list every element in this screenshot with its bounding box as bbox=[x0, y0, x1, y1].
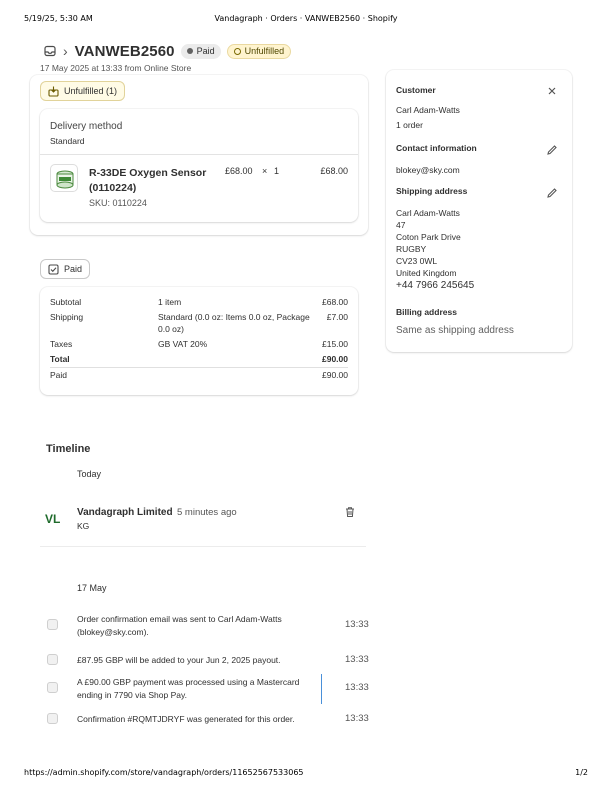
payment-row-amount: £90.00 bbox=[322, 370, 348, 380]
timeline-event-time: 13:33 bbox=[345, 682, 369, 693]
payment-section bbox=[40, 259, 358, 380]
customer-card bbox=[386, 70, 572, 352]
unfulfilled-ring-icon bbox=[234, 48, 241, 55]
payment-row-label: Subtotal bbox=[50, 297, 82, 307]
billing-address-title: Billing address bbox=[396, 307, 457, 317]
print-page-number: 1/2 bbox=[575, 768, 588, 777]
payment-status-badge bbox=[181, 44, 221, 59]
payment-summary bbox=[40, 287, 358, 395]
payment-row-amount: £15.00 bbox=[322, 339, 348, 349]
event-marker-icon bbox=[47, 713, 58, 724]
paid-checkbox-icon bbox=[48, 264, 59, 275]
event-marker-icon bbox=[47, 682, 58, 693]
payment-status-label: Paid bbox=[196, 46, 215, 56]
order-header bbox=[44, 42, 291, 60]
breadcrumb-chevron-icon: › bbox=[63, 43, 68, 59]
trash-icon[interactable] bbox=[344, 506, 356, 518]
contact-info-title: Contact information bbox=[396, 143, 477, 153]
payment-row-amount: £7.00 bbox=[326, 312, 348, 322]
product-quantity: 1 bbox=[274, 166, 280, 176]
timeline-event: Confirmation #RQMTJDRYF was generated for this order. bbox=[77, 714, 295, 724]
print-page-title: Vandagraph · Orders · VANWEB2560 · Shopify bbox=[214, 14, 398, 23]
delivery-method-title: Delivery method bbox=[50, 121, 123, 132]
edit-shipping-pencil-icon[interactable] bbox=[546, 187, 558, 199]
timeline-event: £87.95 GBP will be added to your Jun 2, 2025 payout. bbox=[77, 655, 281, 665]
product-thumbnail[interactable] bbox=[50, 164, 78, 192]
payment-row-label: Total bbox=[50, 354, 70, 364]
comment-time-ago: 5 minutes ago bbox=[177, 507, 237, 518]
timeline-event-time: 13:33 bbox=[345, 713, 369, 724]
timeline-event-time: 13:33 bbox=[345, 654, 369, 665]
address-line: Carl Adam-Watts bbox=[396, 208, 460, 218]
address-line: United Kingdom bbox=[396, 268, 457, 278]
timeline-divider bbox=[40, 546, 366, 547]
timeline-event: A £90.00 GBP payment was processed using a Mastercard ending in 7790 via Shop Pay. bbox=[77, 677, 300, 700]
paid-status-pill bbox=[40, 259, 90, 279]
customer-email[interactable]: blokey@sky.com bbox=[396, 165, 460, 175]
divider bbox=[40, 154, 358, 155]
payment-row-label: Taxes bbox=[50, 339, 73, 349]
address-line: CV23 0WL bbox=[396, 256, 438, 266]
address-line: 47 bbox=[396, 220, 406, 230]
paid-status-label: Paid bbox=[64, 264, 83, 274]
fulfillment-status-badge bbox=[227, 44, 292, 59]
timeline-date-today: Today bbox=[77, 469, 102, 479]
customer-name[interactable]: Carl Adam-Watts bbox=[396, 105, 460, 115]
multiply-sign: × bbox=[262, 166, 268, 176]
address-line: Coton Park Drive bbox=[396, 232, 461, 242]
delivery-method-value: Standard bbox=[50, 136, 85, 146]
orders-inbox-icon[interactable] bbox=[44, 45, 56, 57]
unfulfilled-status-pill bbox=[40, 81, 125, 101]
event-marker-icon bbox=[47, 619, 58, 630]
payment-row-detail: 1 item bbox=[158, 297, 182, 307]
close-icon[interactable] bbox=[546, 85, 558, 97]
order-meta: 17 May 2025 at 13:33 from Online Store bbox=[40, 63, 192, 73]
comment-avatar: VL bbox=[45, 512, 61, 526]
payment-row-label: Paid bbox=[50, 370, 68, 380]
product-name[interactable]: R-33DE Oxygen Sensor (0110224) bbox=[89, 167, 207, 194]
unfulfilled-status-label: Unfulfilled (1) bbox=[64, 86, 118, 96]
product-sku: SKU: 0110224 bbox=[89, 198, 147, 208]
fulfillment-details bbox=[40, 109, 358, 222]
print-header bbox=[24, 14, 588, 26]
paid-dot-icon bbox=[187, 48, 193, 54]
payment-row-detail: Standard (0.0 oz: Items 0.0 oz, Package 0.0 oz) bbox=[158, 312, 310, 334]
order-number: VANWEB2560 bbox=[74, 42, 175, 60]
payment-row-amount: £90.00 bbox=[322, 354, 348, 364]
payment-row-detail: GB VAT 20% bbox=[158, 339, 208, 349]
customer-title: Customer bbox=[396, 85, 436, 95]
event-marker-icon bbox=[47, 654, 58, 665]
product-line-total: £68.00 bbox=[320, 166, 348, 176]
comment-text: KG bbox=[77, 521, 90, 531]
payment-row-label: Shipping bbox=[50, 312, 84, 322]
product-unit-price: £68.00 bbox=[225, 166, 253, 176]
fulfillment-status-label: Unfulfilled bbox=[244, 46, 285, 56]
fulfillment-section bbox=[40, 81, 358, 208]
shipping-address-title: Shipping address bbox=[396, 186, 468, 196]
timeline-event-time: 13:33 bbox=[345, 619, 369, 630]
customer-order-count: 1 order bbox=[396, 120, 423, 130]
print-date: 5/19/25, 5:30 AM bbox=[24, 14, 93, 23]
payment-row-amount: £68.00 bbox=[322, 297, 348, 307]
timeline-event: Order confirmation email was sent to Carl Adam-Watts (blokey@sky.com). bbox=[77, 614, 282, 637]
fulfillment-box-icon bbox=[48, 86, 59, 97]
selection-caret bbox=[321, 674, 322, 704]
customer-phone: +44 7966 245645 bbox=[396, 280, 475, 291]
timeline-date-17-may: 17 May bbox=[77, 583, 107, 593]
divider bbox=[50, 367, 348, 368]
billing-address-value: Same as shipping address bbox=[396, 325, 514, 336]
timeline-title: Timeline bbox=[46, 443, 91, 455]
shipping-address bbox=[396, 207, 461, 279]
comment-author: Vandagraph Limited bbox=[77, 507, 173, 518]
print-url: https://admin.shopify.com/store/vandagraph/orders/11652567533065 bbox=[24, 768, 304, 777]
address-line: RUGBY bbox=[396, 244, 427, 254]
edit-contact-pencil-icon[interactable] bbox=[546, 144, 558, 156]
